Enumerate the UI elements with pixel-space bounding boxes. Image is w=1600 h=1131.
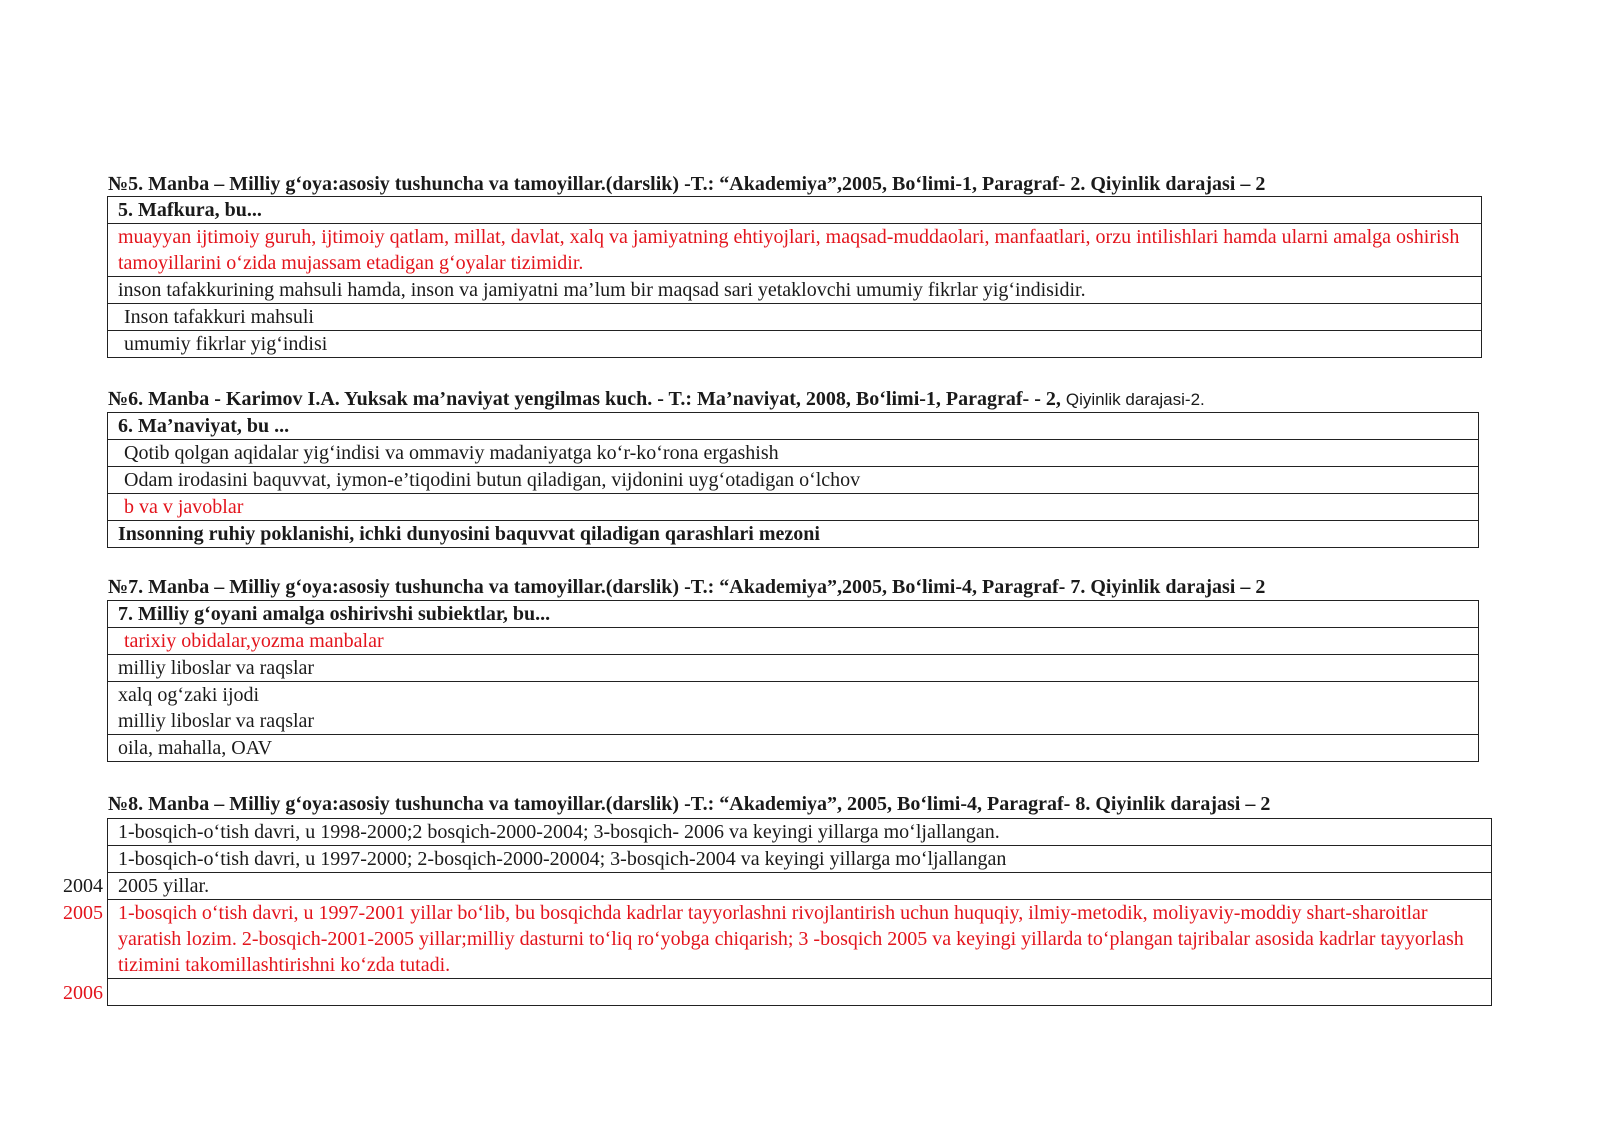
q8-answer-row bbox=[108, 873, 1492, 900]
q6-heading bbox=[108, 387, 1205, 412]
q6-answer-1: Qotib qolgan aqidalar yig‘indisi va ommaviy madaniyatga ko‘r-ko‘rona ergashish bbox=[108, 440, 1479, 467]
q8-answer-4: 1-bosqich o‘tish davri, u 1997-2001 yillar bo‘lib, bu bosqichda kadrlar tayyorlashni rivojlantirish uchun huquqiy, ilmiy-metodik, moliyaviy-moddiy shart-sharoitlar yaratish lozim. 2-bosqich-2001-2005 yillar;milliy dasturni to‘liq ro‘yobga chiqarish; 3 -bosqich 2005 va keyingi yillarda to‘plangan tajribalar asosida kadrlar tayyorlash tizimini takomillashtirishni ko‘zda tutadi. bbox=[108, 900, 1492, 979]
q7-question-row bbox=[108, 601, 1479, 628]
q5-answer-3: Inson tafakkuri mahsuli bbox=[108, 304, 1482, 331]
q8-answer-5 bbox=[108, 979, 1492, 1006]
q5-table bbox=[107, 196, 1482, 358]
q6-heading-difficulty: Qiyinlik darajasi-2. bbox=[1065, 390, 1205, 409]
q5-answer-row bbox=[108, 331, 1482, 358]
q7-answer-row bbox=[108, 628, 1479, 655]
q7-answer-1: tarixiy obidalar,yozma manbalar bbox=[108, 628, 1479, 655]
q6-table bbox=[107, 412, 1479, 548]
q8-answer-row bbox=[108, 979, 1492, 1006]
q6-answer-row bbox=[108, 440, 1479, 467]
q5-answer-1: muayyan ijtimoiy guruh, ijtimoiy qatlam, millat, davlat, xalq va jamiyatning ehtiyojlari, maqsad-muddaolari, manfaatlari, orzu intilishlari hamda ularni amalga oshirish tamoyillarini o‘zida mujassam etadigan g‘oyalar tizimidir. bbox=[108, 224, 1482, 277]
q7-table bbox=[107, 600, 1479, 762]
q8-heading: №8. Manba – Milliy g‘oya:asosiy tushuncha va tamoyillar.(darslik) -T.: “Akademiya”, 2005, Bo‘limi-4, Paragraf- 8. Qiyinlik darajasi – 2 bbox=[108, 793, 1271, 815]
q8-answer-2: 1-bosqich-o‘tish davri, u 1997-2000; 2-bosqich-2000-20004; 3-bosqich-2004 va keyingi yillarga mo‘ljallangan bbox=[108, 846, 1492, 873]
q5-question-row bbox=[108, 197, 1482, 224]
q7-answer-3: xalq og‘zaki ijodi bbox=[118, 684, 260, 706]
q6-question: 6. Ma’naviyat, bu ... bbox=[108, 413, 1479, 440]
q7-answer-2: milliy liboslar va raqslar bbox=[108, 655, 1479, 682]
q6-heading-main: №6. Manba - Karimov I.A. Yuksak ma’naviyat yengilmas kuch. - T.: Ma’naviyat, 2008, Bo‘limi-1, Paragraf- - 2, bbox=[108, 388, 1061, 410]
q8-answer-row bbox=[108, 900, 1492, 979]
q6-answer-4: Insonning ruhiy poklanishi, ichki dunyosini baquvvat qiladigan qarashlari mezoni bbox=[108, 521, 1479, 548]
q7-answer-3-4 bbox=[108, 682, 1479, 735]
q6-answer-row bbox=[108, 467, 1479, 494]
q5-answer-4: umumiy fikrlar yig‘indisi bbox=[108, 331, 1482, 358]
q5-answer-row bbox=[108, 224, 1482, 277]
q6-answer-2: Odam irodasini baquvvat, iymon-e’tiqodini butun qiladigan, vijdonini uyg‘otadigan o‘lchov bbox=[108, 467, 1479, 494]
q7-answer-row bbox=[108, 655, 1479, 682]
q8-side-number-2006: 2006 bbox=[63, 982, 103, 1004]
q5-answer-row bbox=[108, 304, 1482, 331]
q7-heading: №7. Manba – Milliy g‘oya:asosiy tushuncha va tamoyillar.(darslik) -T.: “Akademiya”,2005, Bo‘limi-4, Paragraf- 7. Qiyinlik darajasi – 2 bbox=[108, 576, 1266, 598]
q5-question: 5. Mafkura, bu... bbox=[108, 197, 1482, 224]
q6-answer-row bbox=[108, 521, 1479, 548]
q8-answer-1: 1-bosqich-o‘tish davri, u 1998-2000;2 bosqich-2000-2004; 3-bosqich- 2006 va keyingi yillarga mo‘ljallangan. bbox=[108, 819, 1492, 846]
q8-answer-3: 2005 yillar. bbox=[108, 873, 1492, 900]
q6-answer-3: b va v javoblar bbox=[108, 494, 1479, 521]
q5-answer-row bbox=[108, 277, 1482, 304]
q8-answer-row bbox=[108, 819, 1492, 846]
q8-side-number-2004: 2004 bbox=[63, 875, 103, 897]
q6-answer-row bbox=[108, 494, 1479, 521]
q8-table bbox=[107, 818, 1492, 1006]
q8-side-number-2005: 2005 bbox=[63, 902, 103, 924]
q7-answer-row bbox=[108, 682, 1479, 735]
q7-question: 7. Milliy g‘oyani amalga oshirivshi subiektlar, bu... bbox=[108, 601, 1479, 628]
q7-answer-row bbox=[108, 735, 1479, 762]
q8-answer-row bbox=[108, 846, 1492, 873]
q5-answer-2: inson tafakkurining mahsuli hamda, inson va jamiyatni ma’lum bir maqsad sari yetaklovchi umumiy fikrlar yig‘indisidir. bbox=[108, 277, 1482, 304]
q6-question-row bbox=[108, 413, 1479, 440]
q7-answer-5: oila, mahalla, OAV bbox=[108, 735, 1479, 762]
q7-answer-4: milliy liboslar va raqslar bbox=[118, 710, 315, 732]
q5-heading: №5. Manba – Milliy g‘oya:asosiy tushuncha va tamoyillar.(darslik) -T.: “Akademiya”,2005, Bo‘limi-1, Paragraf- 2. Qiyinlik darajasi – 2 bbox=[108, 173, 1266, 195]
